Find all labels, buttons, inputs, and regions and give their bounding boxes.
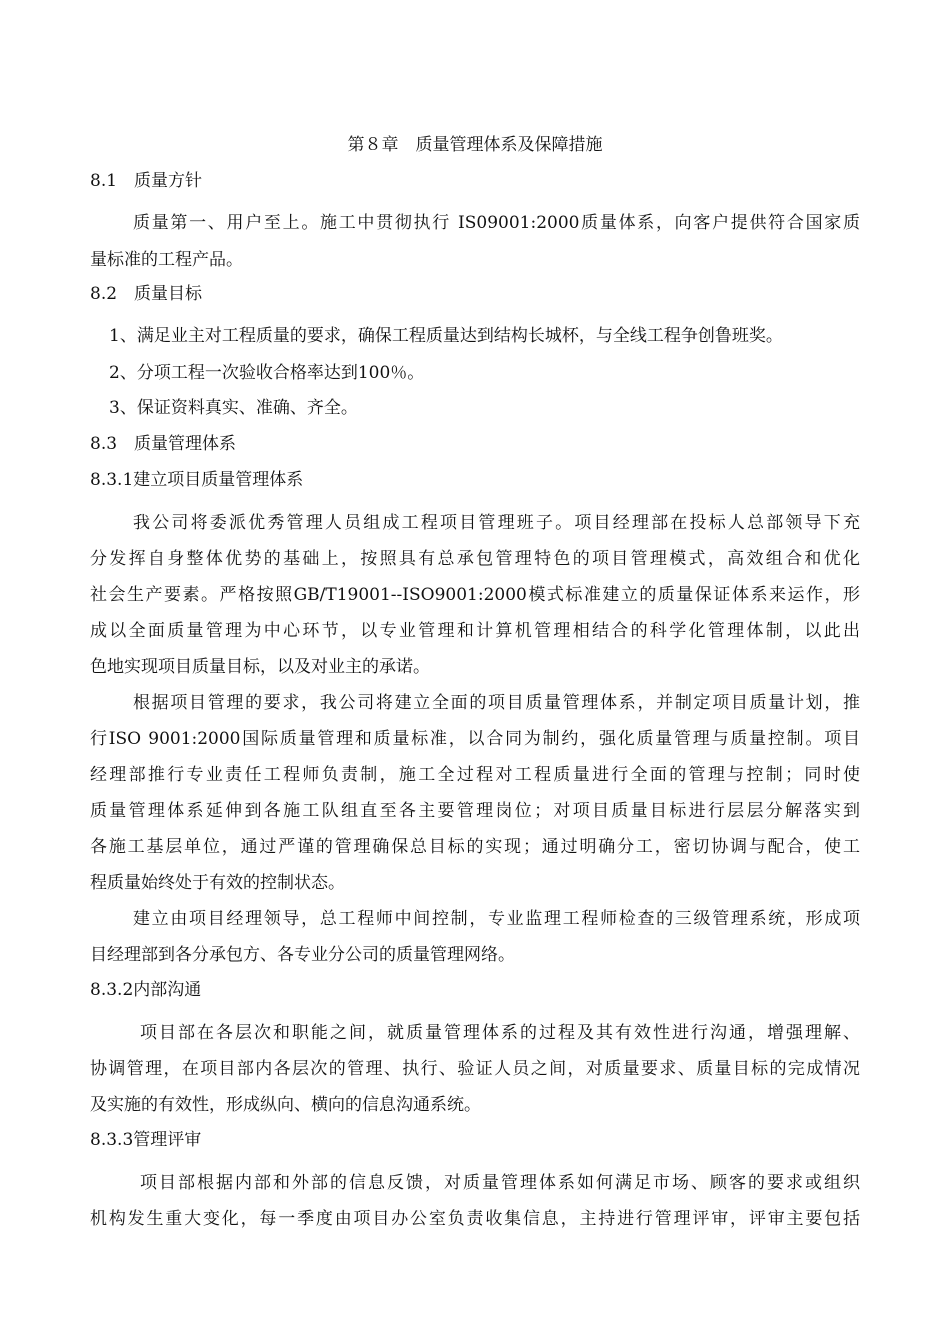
subsection-heading-8-3-3: 8.3.3管理评审 — [90, 1130, 202, 1150]
paragraph-line: 协调管理，在项目部内各层次的管理、执行、验证人员之间，对质量要求、质量目标的完成情况 — [90, 1059, 860, 1079]
section-heading-8-3: 8.3 质量管理体系 — [90, 434, 237, 454]
list-item: 1、满足业主对工程质量的要求，确保工程质量达到结构长城杯，与全线工程争创鲁班奖。 — [109, 326, 783, 346]
paragraph-line: 行ISO 9001:2000国际质量管理和质量标准，以合同为制约，强化质量管理与质量控制。项目 — [90, 729, 860, 749]
chapter-title: 第８章 质量管理体系及保障措施 — [347, 135, 603, 155]
list-item: 2、分项工程一次验收合格率达到100％。 — [109, 363, 425, 383]
paragraph-line: 质量第一、用户至上。施工中贯彻执行 IS09001:2000质量体系，向客户提供符合国家质 — [133, 213, 860, 233]
paragraph-line: 色地实现项目质量目标，以及对业主的承诺。 — [90, 657, 430, 677]
list-item: 3、保证资料真实、准确、齐全。 — [109, 398, 358, 418]
paragraph-line: 项目部根据内部和外部的信息反馈，对质量管理体系如何满足市场、顾客的要求或组织 — [140, 1173, 860, 1193]
paragraph-line: 成以全面质量管理为中心环节，以专业管理和计算机管理相结合的科学化管理体制，以此出 — [90, 621, 860, 641]
subsection-heading-8-3-2: 8.3.2内部沟通 — [90, 980, 202, 1000]
paragraph-line: 建立由项目经理领导，总工程师中间控制，专业监理工程师检查的三级管理系统，形成项 — [133, 909, 860, 929]
paragraph-line: 目经理部到各分承包方、各专业分公司的质量管理网络。 — [90, 945, 515, 965]
paragraph-line: 机构发生重大变化，每一季度由项目办公室负责收集信息，主持进行管理评审，评审主要包括 — [90, 1209, 860, 1229]
section-heading-8-1: 8.1 质量方针 — [90, 171, 203, 191]
paragraph-line: 根据项目管理的要求，我公司将建立全面的项目质量管理体系，并制定项目质量计划，推 — [133, 693, 860, 713]
paragraph-line: 量标准的工程产品。 — [90, 250, 243, 270]
paragraph-line: 经理部推行专业责任工程师负责制，施工全过程对工程质量进行全面的管理与控制；同时使 — [90, 765, 860, 785]
paragraph-line: 质量管理体系延伸到各施工队组直至各主要管理岗位；对项目质量目标进行层层分解落实到 — [90, 801, 860, 821]
subsection-heading-8-3-1: 8.3.1建立项目质量管理体系 — [90, 470, 304, 490]
paragraph-line: 程质量始终处于有效的控制状态。 — [90, 873, 345, 893]
paragraph-line: 我公司将委派优秀管理人员组成工程项目管理班子。项目经理部在投标人总部领导下充 — [133, 513, 860, 533]
paragraph-line: 分发挥自身整体优势的基础上，按照具有总承包管理特色的项目管理模式，高效组合和优化 — [90, 549, 860, 569]
paragraph-line: 项目部在各层次和职能之间，就质量管理体系的过程及其有效性进行沟通，增强理解、 — [140, 1023, 860, 1043]
paragraph-line: 社会生产要素。严格按照GB/T19001--ISO9001:2000模式标准建立的质量保证体系来运作，形 — [90, 585, 860, 605]
section-heading-8-2: 8.2 质量目标 — [90, 284, 203, 304]
paragraph-line: 各施工基层单位，通过严谨的管理确保总目标的实现；通过明确分工，密切协调与配合，使工 — [90, 837, 860, 857]
paragraph-line: 及实施的有效性，形成纵向、横向的信息沟通系统。 — [90, 1095, 481, 1115]
